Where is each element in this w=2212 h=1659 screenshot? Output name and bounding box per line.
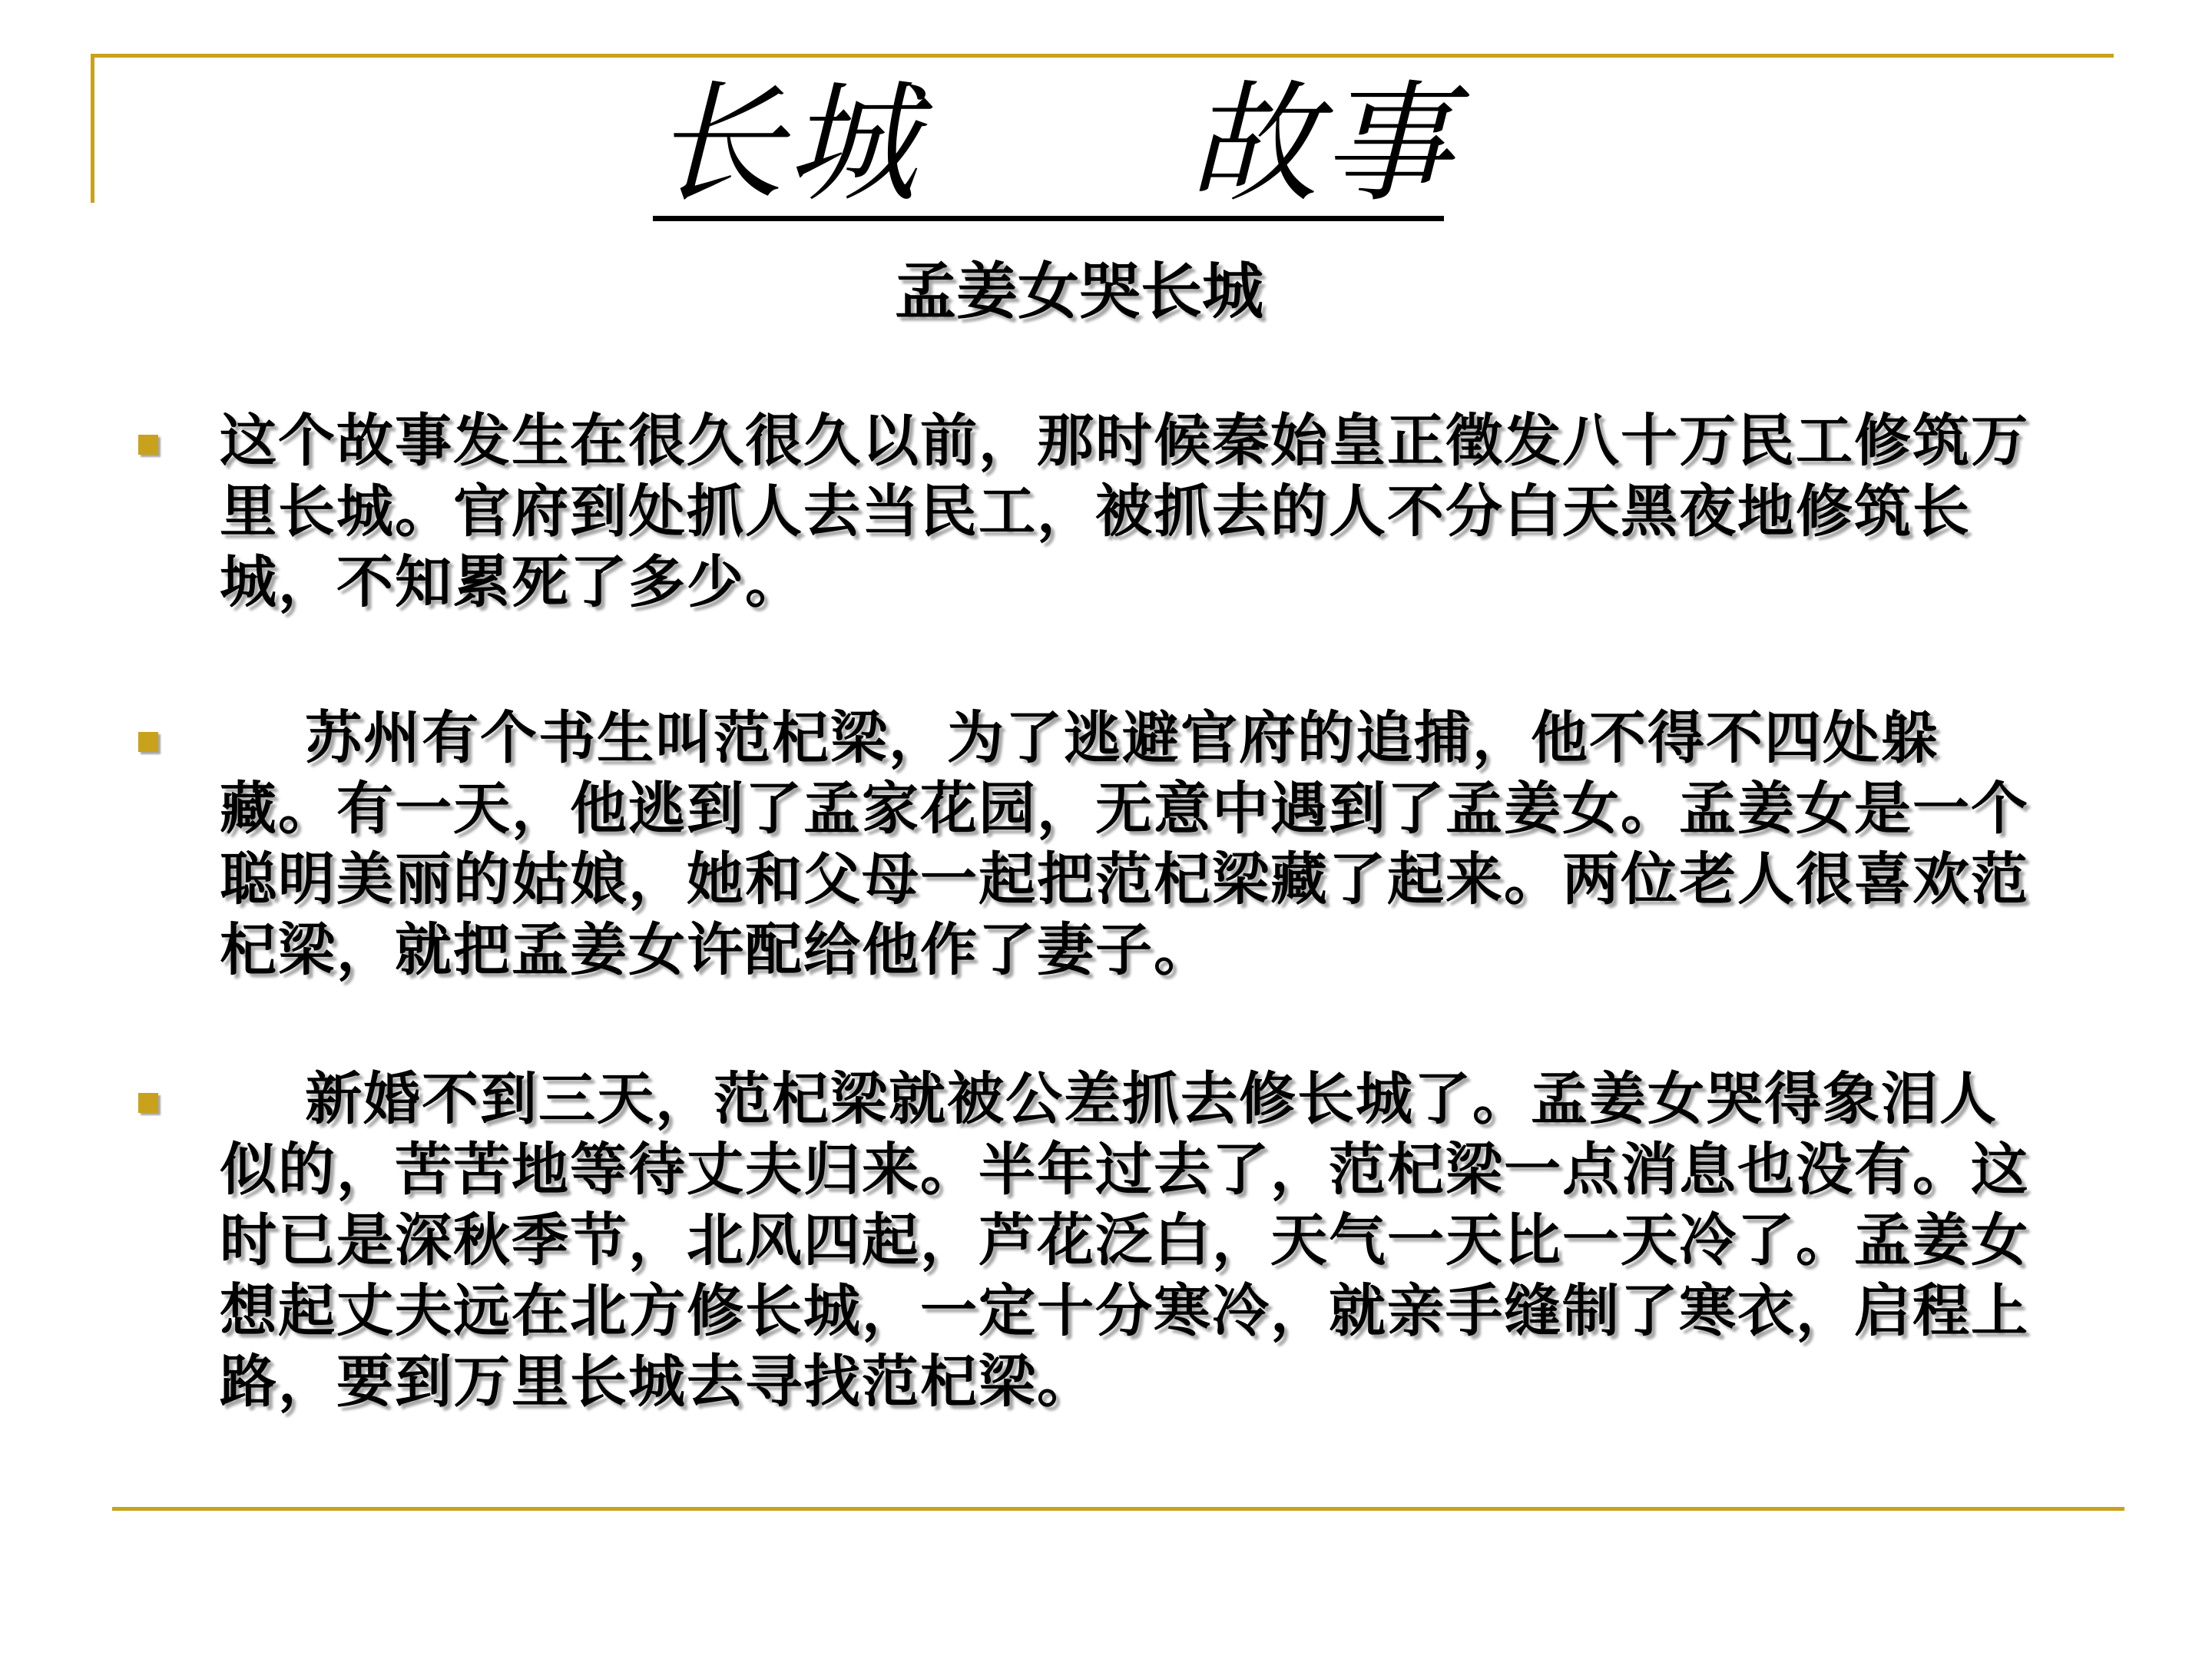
bottom-rule <box>112 1507 2124 1511</box>
bullet-text: 新婚不到三天，范杞梁就被公差抓去修长城了。孟姜女哭得象泪人似的，苦苦地等待丈夫归来。半年过去了，范杞梁一点消息也没有。这时已是深秋季节，北风四起，芦花泛白，天气一天比一天冷了。孟姜女想起丈夫远在北方修长城，一定十分寒冷，就亲手缝制了寒衣，启程上路，要到万里长城去寻找范杞梁。 <box>220 1066 2029 1415</box>
bullet-text: 这个故事发生在很久很久以前，那时候秦始皇正徵发八十万民工修筑万里长城。官府到处抓人去当民工，被抓去的人不分白天黑夜地修筑长城，不知累死了多少。 <box>220 408 2029 615</box>
square-bullet-icon <box>138 1093 158 1113</box>
square-bullet-icon <box>138 732 158 752</box>
bullet-text: 苏州有个书生叫范杞梁，为了逃避官府的追捕，他不得不四处躲藏。有一天，他逃到了孟家花园，无意中遇到了孟姜女。孟姜女是一个聪明美丽的姑娘，她和父母一起把范杞梁藏了起来。两位老人很喜欢范杞梁，就把孟姜女许配给他作了妻子。 <box>220 705 2029 983</box>
slide-title: 长城 故事 <box>653 68 1455 220</box>
slide-subtitle: 孟姜女哭长城 <box>895 256 1263 327</box>
square-bullet-icon <box>138 435 158 455</box>
